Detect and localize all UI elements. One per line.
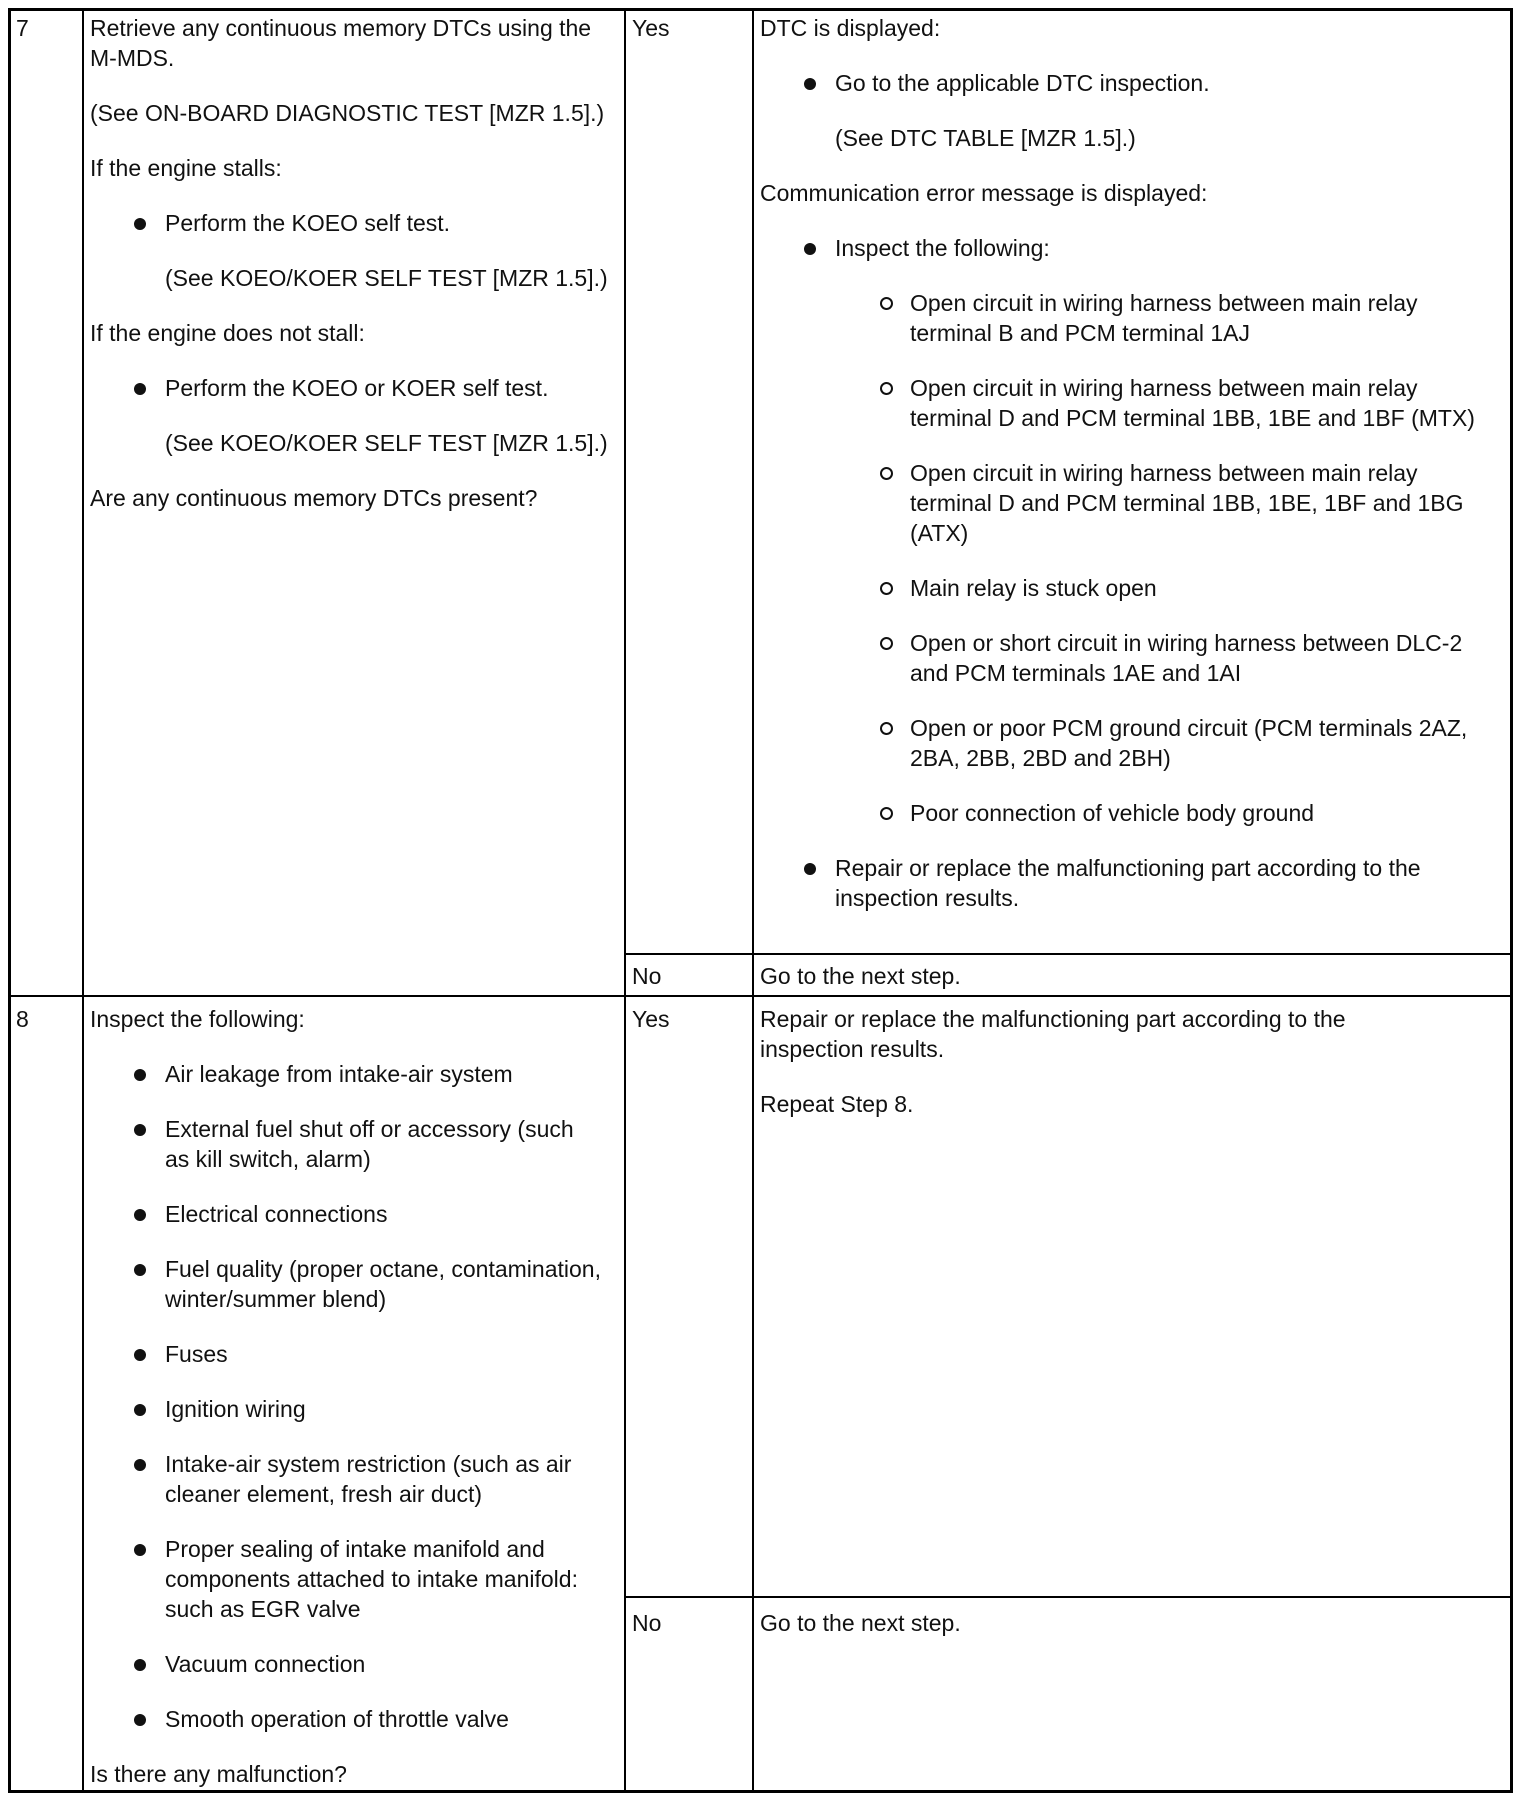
reference-text: (See DTC TABLE [MZR 1.5].) bbox=[835, 125, 1136, 151]
bullet-text: Go to the applicable DTC inspection. bbox=[835, 70, 1210, 96]
sub-bullet-item: Open circuit in wiring harness between main relay terminal D and PCM terminal 1BB, 1BE and 1BF (MTX) bbox=[760, 373, 1480, 433]
yes-label bbox=[626, 13, 752, 43]
bullet-item bbox=[760, 853, 1480, 913]
bullet-text: Repair or replace the malfunctioning part according to the inspection results. bbox=[835, 855, 1421, 911]
sub-bullet-item: Open circuit in wiring harness between main relay terminal B and PCM terminal 1AJ bbox=[760, 288, 1480, 348]
step-number bbox=[10, 1004, 82, 1034]
step-number bbox=[10, 13, 82, 43]
row-divider bbox=[10, 995, 1512, 997]
condition-text: DTC is displayed: bbox=[760, 15, 941, 41]
step-7-number: 7 bbox=[16, 15, 29, 41]
step-8-no-result bbox=[754, 1608, 1510, 1638]
bullet-item: Intake-air system restriction (such as air cleaner element, fresh air duct) bbox=[90, 1449, 604, 1509]
result-text: Repeat Step 8. bbox=[760, 1091, 914, 1117]
step-7-no-label: No bbox=[632, 963, 662, 989]
bullet-item: Ignition wiring bbox=[90, 1394, 604, 1424]
question-text: Is there any malfunction? bbox=[90, 1761, 347, 1787]
sub-bullet-item: Poor connection of vehicle body ground bbox=[760, 798, 1480, 828]
reference-text: (See KOEO/KOER SELF TEST [MZR 1.5].) bbox=[165, 430, 608, 456]
step-7-yes-result bbox=[754, 13, 1510, 938]
result-text: Repair or replace the malfunctioning part according to the inspection results. bbox=[760, 1006, 1346, 1062]
sub-bullet-item: Main relay is stuck open bbox=[760, 573, 1480, 603]
no-label bbox=[626, 1608, 752, 1638]
column-divider bbox=[624, 10, 626, 1792]
sub-bullet-item: Open circuit in wiring harness between main relay terminal D and PCM terminal 1BB, 1BE, 1BF and 1BG (ATX) bbox=[760, 458, 1480, 548]
row-divider bbox=[624, 1596, 1512, 1598]
step-8-action bbox=[84, 1004, 624, 1789]
bullet-item: Smooth operation of throttle valve bbox=[90, 1704, 604, 1734]
bullet-item: Proper sealing of intake manifold and components attached to intake manifold: such as EGR valve bbox=[90, 1534, 604, 1624]
bullet-item bbox=[760, 68, 1480, 153]
bullet-text: Inspect the following: bbox=[835, 235, 1050, 261]
bullet-item: Electrical connections bbox=[90, 1199, 604, 1229]
result-text: Go to the next step. bbox=[760, 1610, 961, 1636]
step-8-yes-label: Yes bbox=[632, 1006, 670, 1032]
bullet-item: Vacuum connection bbox=[90, 1649, 604, 1679]
bullet-text: Perform the KOEO self test. bbox=[165, 210, 451, 236]
result-text: Go to the next step. bbox=[760, 963, 961, 989]
row-divider bbox=[624, 953, 1512, 955]
reference-text: (See ON-BOARD DIAGNOSTIC TEST [MZR 1.5].) bbox=[90, 100, 605, 126]
bullet-item: External fuel shut off or accessory (such as kill switch, alarm) bbox=[90, 1114, 604, 1174]
bullet-item bbox=[760, 233, 1480, 263]
step-8-no-label: No bbox=[632, 1610, 662, 1636]
step-7-action bbox=[84, 13, 624, 538]
condition-text: If the engine does not stall: bbox=[90, 320, 365, 346]
bullet-text: Perform the KOEO or KOER self test. bbox=[165, 375, 549, 401]
bullet-item bbox=[90, 208, 618, 293]
question-text: Are any continuous memory DTCs present? bbox=[90, 485, 538, 511]
sub-bullet-item: Open or poor PCM ground circuit (PCM terminals 2AZ, 2BA, 2BB, 2BD and 2BH) bbox=[760, 713, 1480, 773]
condition-text: If the engine stalls: bbox=[90, 155, 282, 181]
bullet-item: Fuel quality (proper octane, contamination, winter/summer blend) bbox=[90, 1254, 604, 1314]
reference-text: (See KOEO/KOER SELF TEST [MZR 1.5].) bbox=[165, 265, 608, 291]
step-8-number: 8 bbox=[16, 1006, 29, 1032]
action-text: Inspect the following: bbox=[90, 1006, 305, 1032]
bullet-item: Fuses bbox=[90, 1339, 604, 1369]
bullet-item: Air leakage from intake-air system bbox=[90, 1059, 604, 1089]
no-label bbox=[626, 961, 752, 991]
step-7-no-result bbox=[754, 961, 1510, 991]
step-8-yes-result bbox=[754, 1004, 1510, 1144]
yes-label bbox=[626, 1004, 752, 1034]
bullet-item bbox=[90, 373, 618, 458]
condition-text: Communication error message is displayed: bbox=[760, 180, 1208, 206]
action-text: Retrieve any continuous memory DTCs using the M-MDS. bbox=[90, 15, 592, 71]
step-7-yes-label: Yes bbox=[632, 15, 670, 41]
sub-bullet-item: Open or short circuit in wiring harness between DLC-2 and PCM terminals 1AE and 1AI bbox=[760, 628, 1480, 688]
